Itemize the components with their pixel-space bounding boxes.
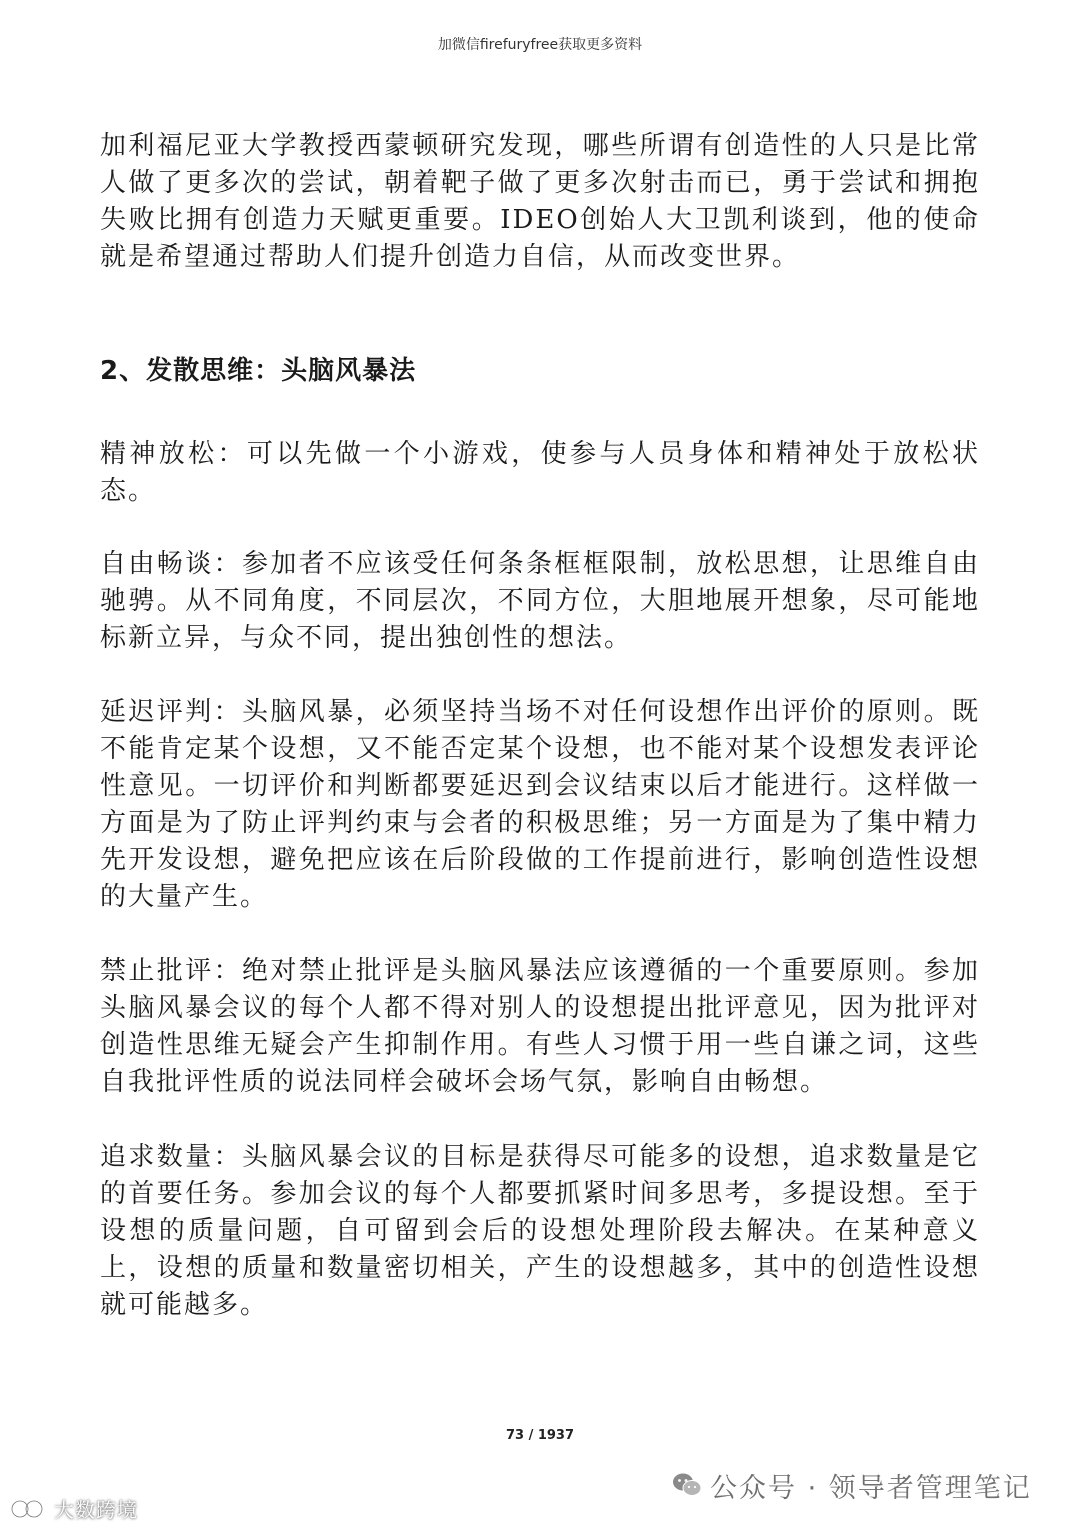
- item-quantity: [100, 1139, 980, 1324]
- wechat-watermark: [672, 1460, 1032, 1510]
- item-paragraph: 精神放松：可以先做一个小游戏，使参与人员身体和精神处于放松状态。: [100, 439, 980, 506]
- wechat-icon: [672, 1472, 702, 1498]
- item-paragraph: 自由畅谈：参加者不应该受任何条条框框限制，放松思想，让思维自由驰骋。从不同角度，不同层次，不同方位，大胆地展开想象，尽可能地标新立异，与众不同，提出独创性的想法。: [100, 549, 980, 653]
- page-header: 加微信firefuryfree获取更多资料: [437, 37, 643, 53]
- intro-paragraph: 加利福尼亚大学教授西蒙顿研究发现，哪些所谓有创造性的人只是比常人做了更多次的尝试，朝着靶子做了更多次射击而已，勇于尝试和拥抱失败比拥有创造力天赋更重要。IDEO创始人大卫凯利谈到，他的使命就是希望通过帮助人们提升创造力自信，从而改变世界。: [100, 131, 980, 272]
- item-paragraph: 延迟评判：头脑风暴，必须坚持当场不对任何设想作出评价的原则。既不能肯定某个设想，又不能否定某个设想，也不能对某个设想发表评论性意见。一切评价和判断都要延迟到会议结束以后才能进行。这样做一方面是为了防止评判约束与会者的积极思维；另一方面是为了集中精力先开发设想，避免把应该在后阶段做的工作提前进行，影响创造性设想的大量产生。: [100, 697, 980, 912]
- wechat-watermark-text: 公众号 · 领导者管理笔记: [710, 1472, 1032, 1504]
- link-icon: [8, 1498, 48, 1520]
- page-number: 73 / 1937: [505, 1428, 575, 1443]
- corner-watermark-text: 大数跨境: [54, 1498, 138, 1522]
- section-heading: 2、发散思维：头脑风暴法: [100, 356, 417, 386]
- item-paragraph: 追求数量：头脑风暴会议的目标是获得尽可能多的设想，追求数量是它的首要任务。参加会议的每个人都要抓紧时间多思考，多提设想。至于设想的质量问题，自可留到会后的设想处理阶段去解决。在某种意义上，设想的质量和数量密切相关，产生的设想越多，其中的创造性设想就可能越多。: [100, 1142, 980, 1320]
- item-no-criticism: [100, 953, 980, 1101]
- item-delay-judgement: [100, 694, 980, 916]
- item-relax: [100, 436, 980, 510]
- corner-watermark: [8, 1494, 138, 1523]
- intro-block: [100, 128, 980, 276]
- item-free-talk: [100, 546, 980, 657]
- item-paragraph: 禁止批评：绝对禁止批评是头脑风暴法应该遵循的一个重要原则。参加头脑风暴会议的每个人都不得对别人的设想提出批评意见，因为批评对创造性思维无疑会产生抑制作用。有些人习惯于用一些自谦之词，这些自我批评性质的说法同样会破坏会场气氛，影响自由畅想。: [100, 956, 980, 1097]
